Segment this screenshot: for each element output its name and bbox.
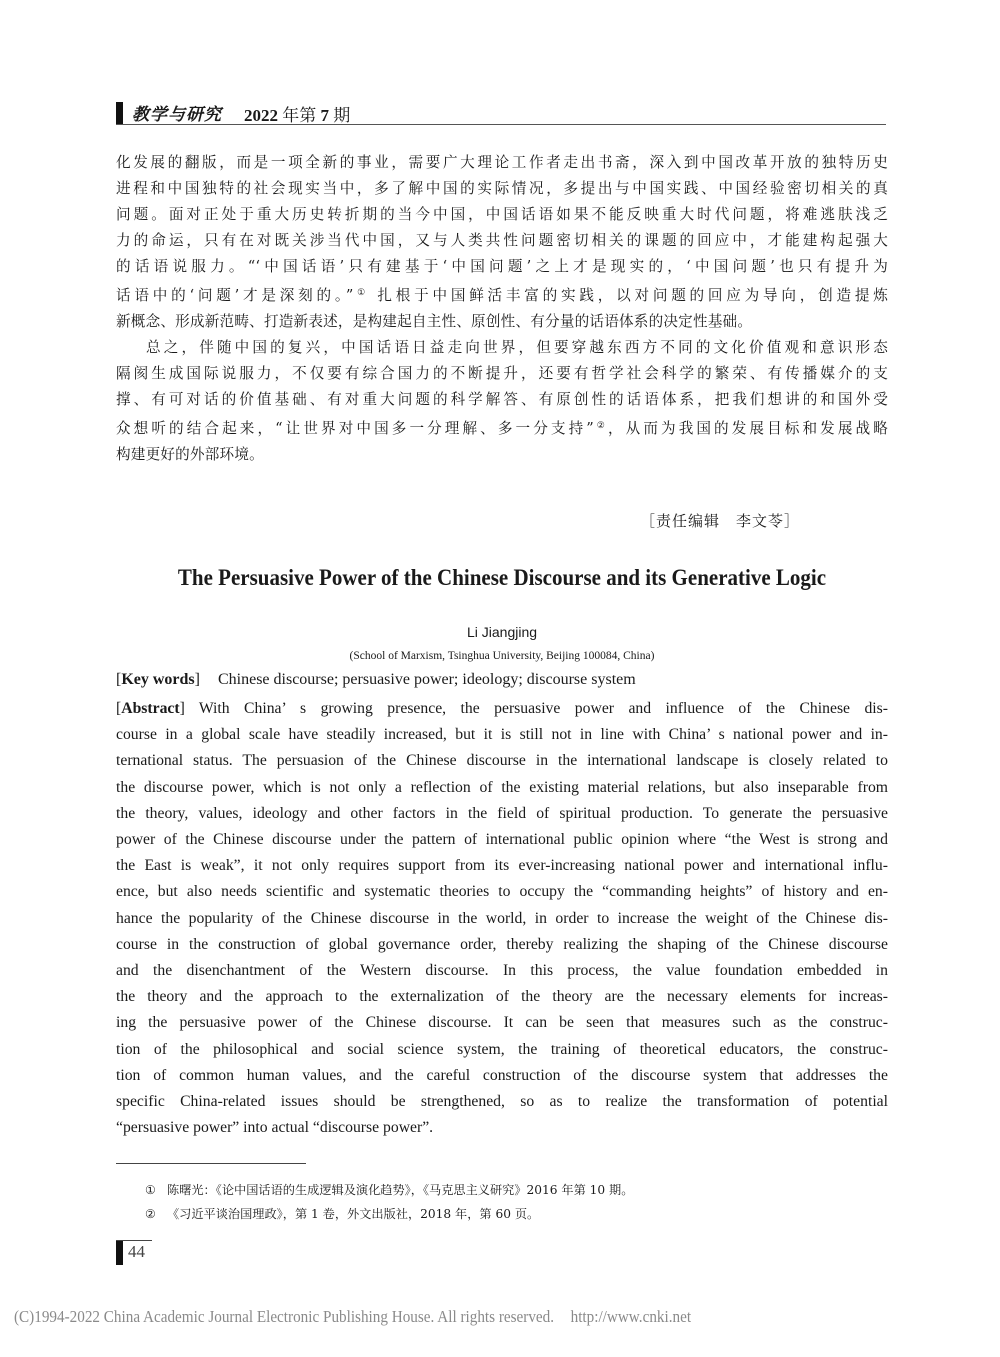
footnotes	[145, 1178, 633, 1226]
footnote-divider	[116, 1163, 306, 1164]
keywords-text: Chinese discourse; persuasive power; ideology; discourse system	[217, 671, 636, 688]
line-rest: 扎根于中国鲜活丰富的实践，以对问题的回应为导向，创造提炼	[368, 287, 888, 304]
page-number: 44	[128, 1242, 145, 1261]
copyright-notice	[14, 1307, 691, 1327]
header-bar-mark	[116, 102, 123, 124]
text-line: 进程和中国独特的社会现实当中，多了解中国的实际情况，多提出与中国实践、中国经验密切相关的真	[116, 180, 888, 197]
footnote-text: 陈曙光：《论中国话语的生成逻辑及演化趋势》，《马克思主义研究》2016 年第 10 期。	[167, 1183, 634, 1197]
abstract-label: Abstract	[121, 700, 180, 717]
abstract-line: and the disenchantment of the Western discourse. In this process, the value foundation embedded in	[116, 962, 888, 980]
abstract-line: tion of the philosophical and social science system, the training of theoretical educators, the construc-	[116, 1040, 888, 1058]
text-line: 隔阂生成国际说服力，不仅要有综合国力的不断提升，还要有哲学社会科学的繁荣、有传播媒介的支	[116, 365, 888, 382]
abstract-line: power of the Chinese discourse under the pattern of international public opinion where “the West is strong and	[116, 831, 888, 849]
english-author: Li Jiangjing	[466, 624, 538, 640]
editor-credit: ［责任编辑 李文苓］	[640, 512, 801, 530]
text-line: 问题。面对正处于重大历史转折期的当今中国，中国话语如果不能反映重大时代问题，将难逃肤浅乏	[116, 206, 888, 223]
abstract-line: [Abstract] With China’ s growing presence, the persuasive power and influence of the Chinese dis-	[116, 700, 888, 717]
cnki-link[interactable]: http://www.cnki.net	[570, 1307, 692, 1326]
english-affiliation: (School of Marxism, Tsinghua University, Beijing 100084, China)	[349, 650, 655, 662]
text-line: 撑、有可对话的价值基础、有对重大问题的科学解答、有原创性的话语体系，把我们想讲的和国外受	[116, 391, 888, 408]
quote-text: 话语中的‘问题’才是深刻的。”	[116, 287, 354, 304]
keywords-label: Key words	[121, 671, 195, 688]
journal-name: 教学与研究	[132, 105, 222, 125]
text-line: 的话语说服力。“‘中国话语’只有建基于‘中国问题’之上才是现实的，‘中国问题’也只有提升为	[116, 258, 888, 275]
issue-number: 7	[320, 106, 329, 125]
footnote-mark: ②	[145, 1207, 156, 1221]
footnote-ref-1[interactable]: ①	[353, 288, 369, 298]
issue-year-suffix: 年第	[282, 106, 317, 125]
footnote-ref-2[interactable]: ②	[593, 421, 608, 431]
abstract-line: course in the construction of global governance order, thereby realizing the shaping of the Chinese discourse	[116, 935, 888, 953]
abstract-line: the discourse power, which is not only a reflection of the existing material relations, but also inseparable from	[116, 778, 888, 796]
footnote-2	[145, 1202, 633, 1226]
abstract-line: ing the persuasive power of the Chinese discourse. It can be seen that measures such as the construc-	[116, 1014, 888, 1032]
abstract-line: the East is weak”, it not only requires support from its ever-increasing national power and international influ-	[116, 857, 888, 875]
copyright-text: (C)1994-2022 China Academic Journal Electronic Publishing House. All rights reserved.	[14, 1307, 555, 1326]
text-line: 总之，伴随中国的复兴，中国话语日益走向世界，但要穿越东西方不同的文化价值观和意识形态	[146, 339, 888, 356]
abstract-line: hance the popularity of the Chinese discourse in the world, in order to increase the weight of the Chinese dis-	[116, 909, 888, 927]
footnote-text: 《习近平谈治国理政》，第 1 卷，外文出版社，2018 年，第 60 页。	[167, 1207, 540, 1221]
issue-year: 2022	[244, 106, 278, 125]
page-bar-mark	[116, 1241, 123, 1265]
page-number-block	[116, 1240, 152, 1265]
abstract-line: course in a global scale have steadily increased, but it is still not in line with China’ s national power and in-	[116, 726, 888, 744]
text-line: 力的命运，只有在对既关涉当代中国，又与人类共性问题密切相关的课题的回应中，才能建构起强大	[116, 232, 888, 249]
line-rest: ，从而为我国的发展目标和发展战略	[607, 420, 888, 437]
english-abstract	[116, 696, 888, 1141]
running-header	[116, 100, 886, 125]
text-line: 化发展的翻版，而是一项全新的事业，需要广大理论工作者走出书斋，深入到中国改革开放的独特历史	[116, 154, 888, 171]
abstract-line: ence, but also needs scientific and systematic theories to occupy the “commanding heights” of history and en-	[116, 883, 888, 901]
abstract-line: tion of common human values, and the careful construction of the discourse system that addresses the	[116, 1066, 888, 1084]
issue-suffix: 期	[333, 106, 351, 125]
chinese-paragraph-2	[116, 335, 888, 468]
abstract-line: specific China-related issues should be strengthened, so as to realize the transformation of potential	[116, 1093, 888, 1111]
abstract-line: ternational status. The persuasion of the Chinese discourse in the international landscape is closely related to	[116, 752, 888, 770]
text-line	[116, 280, 888, 309]
quote-text: 众想听的结合起来，“让世界对中国多一分理解、多一分支持”	[116, 420, 594, 437]
text-line	[116, 413, 888, 442]
text-line: 新概念、形成新范畴、打造新表述，是构建起自主性、原创性、有分量的话语体系的决定性基础。	[116, 313, 753, 330]
english-keywords: [Key words] Chinese discourse; persuasive power; ideology; discourse system	[116, 671, 636, 688]
abstract-first-line: With China’ s growing presence, the persuasive power and influence of the Chinese dis-	[198, 700, 888, 717]
issue-info	[244, 101, 350, 126]
footnote-1	[145, 1178, 633, 1202]
footnote-mark: ①	[145, 1183, 156, 1197]
abstract-line: the theory, values, ideology and other factors in the field of spiritual production. To generate the persuasive	[116, 804, 888, 822]
text-line: 构建更好的外部环境。	[116, 446, 264, 463]
chinese-body	[116, 150, 888, 468]
abstract-line: “persuasive power” into actual “discourse power”.	[116, 1119, 434, 1137]
chinese-paragraph-1	[116, 150, 888, 335]
abstract-line: the theory and the approach to the externalization of the theory are the necessary elements for increas-	[116, 988, 888, 1006]
english-title: The Persuasive Power of the Chinese Discourse and its Generative Logic	[177, 563, 827, 591]
